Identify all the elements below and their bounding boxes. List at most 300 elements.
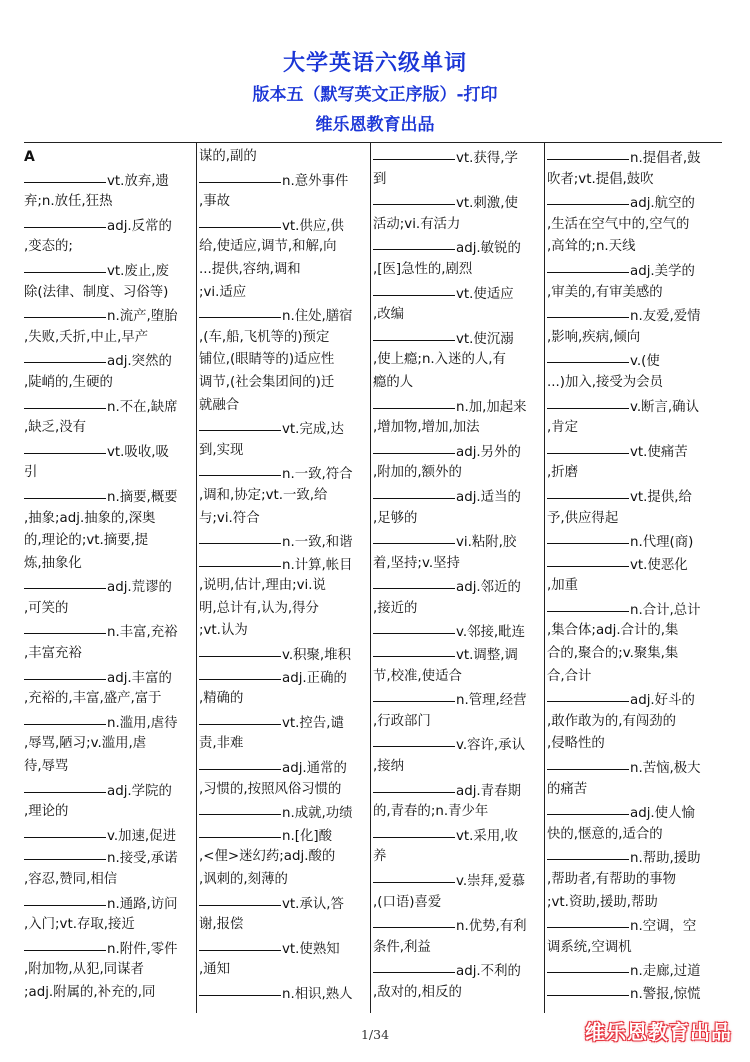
- line-text: vt.使熟知: [282, 941, 340, 957]
- definition-line: [373, 982, 541, 1005]
- line-text: ;adj.附属的,补充的,同: [24, 984, 156, 1000]
- definition-line: [373, 508, 541, 531]
- vocab-entry-line: [199, 214, 367, 237]
- vocab-entry-line: [24, 937, 192, 960]
- definition-line: [199, 349, 367, 372]
- line-text: 着,坚持;v.坚持: [373, 555, 460, 571]
- line-text: vt.放弃,遗: [107, 173, 169, 189]
- answer-blank: [373, 236, 455, 250]
- line-text: 予,供应得起: [547, 510, 619, 526]
- line-text: adj.使人愉: [630, 806, 695, 822]
- answer-blank: [24, 485, 106, 499]
- section-letter: [24, 146, 192, 169]
- answer-blank: [199, 937, 281, 951]
- vocab-entry-line: [24, 846, 192, 869]
- definition-line: [547, 892, 719, 915]
- line-text: v.(使: [630, 354, 660, 370]
- line-text: n.计算,帐目: [282, 557, 353, 573]
- definition-line: [199, 372, 367, 395]
- vocab-entry-line: [373, 146, 541, 169]
- line-text: ,加重: [547, 578, 579, 594]
- definition-line: [199, 688, 367, 711]
- line-text: ,高耸的;n.天线: [547, 239, 636, 255]
- answer-blank: [199, 892, 281, 906]
- vocab-entry-line: [24, 214, 192, 237]
- vocab-entry-line: [373, 959, 541, 982]
- vocab-entry-line: [24, 666, 192, 689]
- definition-line: [199, 327, 367, 350]
- answer-blank: [547, 146, 629, 160]
- vocab-entry-line: [24, 304, 192, 327]
- line-text: ,通知: [199, 962, 231, 978]
- vocab-entry-line: [199, 553, 367, 576]
- line-text: ,[医]急性的,剧烈: [373, 261, 473, 277]
- vocab-entry-line: [373, 236, 541, 259]
- line-text: ,折磨: [547, 465, 579, 481]
- definition-line: [547, 620, 719, 643]
- line-text: 就融合: [199, 397, 240, 413]
- vocab-entry-line: [373, 327, 541, 350]
- line-text: n.优势,有利: [456, 919, 527, 935]
- line-text: n.[化]酸: [282, 828, 332, 844]
- answer-blank: [547, 440, 629, 454]
- definition-line: [199, 236, 367, 259]
- line-text: ,接近的: [373, 600, 418, 616]
- vocab-entry-line: [24, 824, 192, 847]
- line-text: vt.采用,收: [456, 828, 518, 844]
- line-text: 的,理论的;vt.摘要,提: [24, 533, 149, 549]
- line-text: n.成就,功绩: [282, 806, 353, 822]
- line-text: ,理论的: [24, 804, 69, 820]
- line-text: adj.航空的: [630, 196, 695, 212]
- definition-line: [199, 485, 367, 508]
- vocab-entry-line: [24, 259, 192, 282]
- answer-blank: [547, 959, 629, 973]
- answer-blank: [373, 575, 455, 589]
- line-text: ,调和,协定;vt.一致,给: [199, 487, 328, 503]
- line-text: n.代理(商): [630, 535, 694, 551]
- vocab-entry-line: [547, 688, 719, 711]
- definition-line: [547, 733, 719, 756]
- vocab-entry-line: [547, 146, 719, 169]
- page-number: 1/34: [360, 1027, 390, 1042]
- vocab-entry-line: [199, 756, 367, 779]
- vocab-entry-line: [199, 417, 367, 440]
- line-text: adj.敏锐的: [456, 241, 521, 257]
- definition-line: [547, 417, 719, 440]
- line-text: ,帮助者,有帮助的事物: [547, 872, 677, 887]
- vocab-entry-line: [24, 169, 192, 192]
- line-text: adj.通常的: [282, 761, 347, 777]
- answer-blank: [199, 304, 281, 318]
- answer-blank: [199, 666, 281, 680]
- publisher-line: 维乐恩教育出品: [315, 115, 435, 135]
- line-text: 条件,利益: [373, 939, 431, 955]
- answer-blank: [199, 553, 281, 567]
- line-text: adj.邻近的: [456, 580, 521, 596]
- answer-blank: [199, 169, 281, 183]
- definition-line: [199, 846, 367, 869]
- column-divider: [196, 143, 197, 1013]
- line-text: v.邻接,毗连: [456, 625, 525, 641]
- definition-line: [547, 236, 719, 259]
- definition-line: [199, 620, 367, 643]
- definition-line: [24, 598, 192, 621]
- line-text: n.通路,访问: [107, 896, 178, 912]
- answer-blank: [24, 846, 106, 860]
- line-text: ,足够的: [373, 510, 418, 526]
- line-text: ,说明,估计,理由;vi.说: [199, 578, 326, 594]
- answer-blank: [24, 440, 106, 454]
- line-text: ,缺乏,没有: [24, 420, 87, 436]
- line-text: adj.青春期: [456, 783, 521, 799]
- answer-blank: [373, 869, 455, 883]
- line-text: ,增加物,增加,加法: [373, 420, 480, 436]
- line-text: ,可笑的: [24, 600, 69, 616]
- vocab-entry-line: [24, 620, 192, 643]
- vocab-entry-line: [199, 982, 367, 1005]
- answer-blank: [24, 937, 106, 951]
- vocab-entry-line: [373, 395, 541, 418]
- definition-line: [373, 349, 541, 372]
- line-text: v.断言,确认: [630, 399, 699, 415]
- vocab-entry-line: [547, 395, 719, 418]
- definition-line: [24, 191, 192, 214]
- line-text: vt.使痛苦: [630, 444, 688, 460]
- vocab-entry-line: [199, 711, 367, 734]
- line-text: n.附件,零件: [107, 941, 178, 957]
- line-text: n.一致,和谐: [282, 535, 353, 551]
- line-text: n.管理,经营: [456, 693, 527, 709]
- answer-blank: [547, 801, 629, 815]
- definition-line: [373, 892, 541, 915]
- word-column-4: [547, 146, 719, 1013]
- line-text: vt.提供,给: [630, 489, 692, 505]
- definition-line: [547, 327, 719, 350]
- line-text: ,陡峭的,生硬的: [24, 374, 113, 390]
- answer-blank: [547, 191, 629, 205]
- definition-line: [199, 914, 367, 937]
- definition-line: [199, 869, 367, 892]
- line-text: ,改编: [373, 307, 405, 323]
- definition-line: [24, 530, 192, 553]
- definition-line: [24, 508, 192, 531]
- vocab-entry-line: [373, 575, 541, 598]
- definition-line: [547, 214, 719, 237]
- vocab-entry-line: [24, 349, 192, 372]
- answer-blank: [547, 259, 629, 273]
- line-text: ,辱骂,陋习;v.滥用,虐: [24, 736, 147, 752]
- definition-line: [373, 372, 541, 395]
- line-text: 养: [373, 849, 387, 865]
- vocab-entry-line: [24, 440, 192, 463]
- line-text: 的痛苦: [547, 781, 588, 797]
- line-text: v.容许,承认: [456, 738, 525, 754]
- vocab-entry-line: [547, 530, 719, 553]
- line-text: vt.承认,答: [282, 896, 344, 912]
- answer-blank: [199, 417, 281, 431]
- line-text: 吹者;vt.提倡,鼓吹: [547, 171, 654, 187]
- line-text: 节,校准,使适合: [373, 668, 462, 684]
- line-text: 谋的,副的: [199, 149, 257, 164]
- line-text: adj.适当的: [456, 489, 521, 505]
- answer-blank: [24, 666, 106, 680]
- line-text: ,集合体;adj.合计的,集: [547, 623, 679, 639]
- line-text: ,审美的,有审美感的: [547, 284, 663, 300]
- answer-blank: [199, 711, 281, 725]
- line-text: adj.荒谬的: [107, 580, 172, 596]
- answer-blank: [24, 349, 106, 363]
- answer-blank: [24, 824, 106, 838]
- vocab-entry-line: [373, 914, 541, 937]
- answer-blank: [24, 711, 106, 725]
- definition-line: [547, 779, 719, 802]
- line-text: n.帮助,援助: [630, 851, 701, 867]
- line-text: ;vi.适应: [199, 284, 247, 300]
- line-text: 调节,(社会集团间的)迁: [199, 374, 335, 390]
- answer-blank: [547, 304, 629, 318]
- vocab-entry-line: [199, 462, 367, 485]
- line-text: 到,实现: [199, 442, 244, 458]
- definition-line: [199, 191, 367, 214]
- line-text: ,抽象;adj.抽象的,深奥: [24, 510, 156, 526]
- line-text: 弃;n.放任,狂热: [24, 194, 113, 210]
- vocab-entry-line: [373, 779, 541, 802]
- line-text: 待,辱骂: [24, 759, 69, 775]
- line-text: n.不在,缺席: [107, 399, 178, 415]
- line-text: ,(车,船,飞机等的)预定: [199, 329, 330, 345]
- definition-line: [547, 372, 719, 395]
- line-text: vt.控告,谴: [282, 715, 344, 731]
- definition-line: [199, 508, 367, 531]
- vocab-entry-line: [24, 711, 192, 734]
- line-text: 到: [373, 171, 387, 187]
- line-text: ;vt.资助,援助,帮助: [547, 894, 658, 910]
- line-text: 引: [24, 465, 38, 481]
- definition-line: [373, 553, 541, 576]
- line-text: ...)加入,接受为会员: [547, 374, 663, 390]
- definition-line: [199, 575, 367, 598]
- definition-line: [547, 282, 719, 305]
- answer-blank: [24, 304, 106, 318]
- line-text: 与;vi.符合: [199, 510, 260, 526]
- line-text: vt.获得,学: [456, 151, 518, 166]
- vocab-entry-line: [373, 485, 541, 508]
- line-text: n.流产,堕胎: [107, 309, 178, 325]
- line-text: ,习惯的,按照风俗习惯的: [199, 781, 342, 797]
- answer-blank: [373, 620, 455, 634]
- column-divider: [544, 143, 545, 1013]
- answer-blank: [199, 214, 281, 228]
- line-text: adj.好斗的: [630, 693, 695, 709]
- answer-blank: [24, 214, 106, 228]
- line-text: ,接纳: [373, 759, 405, 775]
- line-text: 除(法律、制度、习俗等): [24, 284, 169, 300]
- answer-blank: [373, 146, 455, 160]
- answer-blank: [24, 779, 106, 793]
- page-subtitle: 版本五（默写英文正序版）-打印: [252, 85, 498, 105]
- answer-blank: [373, 914, 455, 928]
- line-text: n.空调，空: [630, 919, 697, 935]
- word-column-3: [373, 146, 541, 1013]
- line-text: 合,合计: [547, 668, 592, 684]
- line-text: n.丰富,充裕: [107, 625, 178, 641]
- answer-blank: [199, 982, 281, 996]
- answer-blank: [547, 982, 629, 996]
- line-text: 炼,抽象化: [24, 555, 82, 571]
- top-rule: [24, 142, 722, 143]
- line-text: n.住处,膳宿: [282, 309, 353, 325]
- line-text: ,<俚>迷幻药;adj.酸的: [199, 849, 336, 865]
- definition-line: [373, 169, 541, 192]
- definition-line: [373, 711, 541, 734]
- definition-line: [199, 259, 367, 282]
- vocab-entry-line: [547, 914, 719, 937]
- line-text: vi.粘附,胶: [456, 535, 517, 551]
- vocab-entry-line: [24, 575, 192, 598]
- vocab-entry-line: [547, 598, 719, 621]
- line-text: ,敢作敢为的,有闯劲的: [547, 713, 677, 729]
- answer-blank: [373, 327, 455, 341]
- line-text: ,(口语)喜爱: [373, 894, 442, 910]
- vocab-entry-line: [199, 937, 367, 960]
- vocab-entry-line: [199, 666, 367, 689]
- vocab-entry-line: [373, 824, 541, 847]
- definition-line: [24, 236, 192, 259]
- vocab-entry-line: [547, 349, 719, 372]
- answer-blank: [199, 756, 281, 770]
- answer-blank: [547, 485, 629, 499]
- definition-line: [547, 508, 719, 531]
- definition-line: [24, 372, 192, 395]
- vocab-entry-line: [199, 643, 367, 666]
- line-text: vt.供应,供: [282, 218, 344, 234]
- answer-blank: [547, 846, 629, 860]
- line-text: ,侵略性的: [547, 736, 605, 752]
- answer-blank: [373, 440, 455, 454]
- line-text: n.走廊,过道: [630, 964, 701, 980]
- definition-line: [373, 304, 541, 327]
- vocab-entry-line: [373, 440, 541, 463]
- answer-blank: [547, 688, 629, 702]
- line-text: adj.丰富的: [107, 670, 172, 686]
- definition-line: [373, 666, 541, 689]
- vocab-entry-line: [547, 553, 719, 576]
- definition-line: [547, 643, 719, 666]
- vocab-entry-line: [199, 801, 367, 824]
- line-text: v.崇拜,爱慕: [456, 874, 525, 889]
- line-text: 谢,报偿: [199, 917, 244, 933]
- line-text: ,附加的,额外的: [373, 465, 462, 481]
- line-text: 活动;vi.有活力: [373, 216, 461, 232]
- answer-blank: [373, 530, 455, 544]
- answer-blank: [199, 530, 281, 544]
- vocab-entry-line: [547, 440, 719, 463]
- definition-line: [199, 733, 367, 756]
- line-text: 合的,聚合的;v.聚集,集: [547, 646, 679, 662]
- answer-blank: [24, 892, 106, 906]
- definition-line: [373, 417, 541, 440]
- vocab-entry-line: [373, 643, 541, 666]
- definition-line: [373, 214, 541, 237]
- vocab-entry-line: [373, 282, 541, 305]
- line-text: adj.另外的: [456, 444, 521, 460]
- line-text: ,生活在空气中的,空气的: [547, 216, 690, 232]
- line-text: adj.正确的: [282, 670, 347, 686]
- definition-line: [24, 462, 192, 485]
- line-text: v.加速,促进: [107, 828, 176, 844]
- line-text: adj.学院的: [107, 783, 172, 799]
- vocab-entry-line: [547, 259, 719, 282]
- watermark-logo: 维乐恩教育出品: [585, 1020, 732, 1044]
- line-text: ,影响,疾病,倾向: [547, 329, 641, 345]
- vocab-entry-line: [373, 869, 541, 892]
- definition-line: [199, 146, 367, 169]
- line-text: 责,非难: [199, 736, 244, 752]
- definition-line: [373, 937, 541, 960]
- line-text: ,容忍,赞同,相信: [24, 872, 118, 887]
- answer-blank: [373, 485, 455, 499]
- definition-line: [24, 282, 192, 305]
- line-text: vt.使适应: [456, 286, 514, 302]
- definition-line: [373, 598, 541, 621]
- definition-line: [547, 711, 719, 734]
- vocab-entry-line: [547, 485, 719, 508]
- vocab-entry-line: [547, 756, 719, 779]
- line-text: v.积聚,堆积: [282, 648, 351, 664]
- definition-line: [199, 282, 367, 305]
- word-column-2: [199, 146, 367, 1013]
- line-text: vt.刺激,使: [456, 196, 518, 212]
- definition-line: [199, 440, 367, 463]
- answer-blank: [373, 824, 455, 838]
- vocab-entry-line: [199, 892, 367, 915]
- line-text: n.相识,熟人: [282, 986, 353, 1002]
- vocab-entry-line: [24, 395, 192, 418]
- vocab-entry-line: [547, 304, 719, 327]
- line-text: ,精确的: [199, 691, 244, 707]
- answer-blank: [199, 462, 281, 476]
- definition-line: [547, 169, 719, 192]
- vocab-entry-line: [547, 801, 719, 824]
- line-text: n.友爱,爱情: [630, 309, 701, 325]
- definition-line: [24, 733, 192, 756]
- line-text: n.合计,总计: [630, 602, 701, 618]
- line-text: 调系统,空调机: [547, 939, 632, 955]
- vocab-entry-line: [373, 620, 541, 643]
- answer-blank: [547, 553, 629, 567]
- definition-line: [547, 824, 719, 847]
- answer-blank: [373, 191, 455, 205]
- line-text: vt.完成,达: [282, 422, 344, 438]
- definition-line: [373, 462, 541, 485]
- line-text: n.滥用,虐待: [107, 715, 178, 731]
- line-text: vt.使沉溺: [456, 331, 514, 347]
- definition-line: [547, 462, 719, 485]
- line-text: vt.使恶化: [630, 557, 688, 573]
- line-text: n.苦恼,极大: [630, 761, 701, 777]
- definition-line: [199, 959, 367, 982]
- definition-line: [373, 801, 541, 824]
- line-text: n.接受,承诺: [107, 851, 178, 867]
- answer-blank: [24, 395, 106, 409]
- definition-line: [24, 417, 192, 440]
- vocab-entry-line: [547, 846, 719, 869]
- line-text: ,变态的;: [24, 239, 73, 255]
- answer-blank: [373, 282, 455, 296]
- definition-line: [24, 756, 192, 779]
- definition-line: [199, 598, 367, 621]
